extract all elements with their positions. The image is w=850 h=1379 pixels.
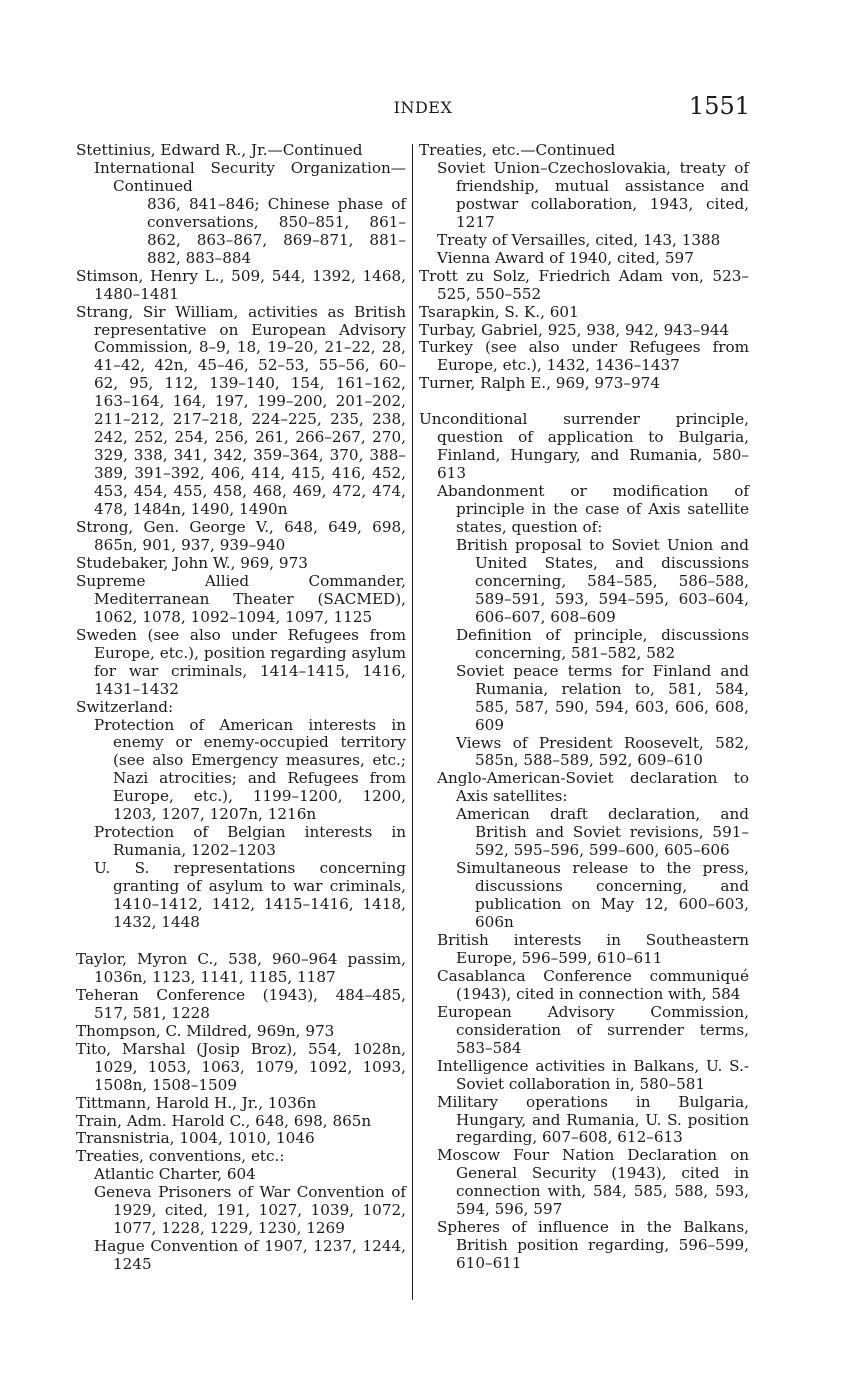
index-subentry: Soviet Union–Czechoslovakia, treaty of friendship, mutual assistance and postwar collaboration, 1943, cited, 1217 — [437, 158, 749, 231]
section-gap — [76, 932, 406, 951]
column-divider — [412, 144, 413, 1300]
index-subentry: Hague Convention of 1907, 1237, 1244, 1245 — [94, 1237, 406, 1274]
index-subentry: Intelligence activities in Balkans, U. S.-Soviet collaboration in, 580–581 — [437, 1056, 749, 1093]
index-entry: Strong, Gen. George V., 648, 649, 698, 865n, 901, 937, 939–940 — [76, 518, 406, 554]
index-entry: Thompson, C. Mildred, 969n, 973 — [76, 1021, 335, 1040]
index-entry: Strang, Sir William, activities as British representative on European Advisory Commission, 8–9, 18, 19–20, 21–22, 28, 41–42, 42n, 45–46, 52–53, 55–56, 60–62, 95, 112, 139–140, 154, 161–162, 163–164, 164, 197, 199–200, 201–202, 211–212, 217–218, 224–225, 235, 238, 242, 252, 254, 256, 261, 266–267, 270, 329, 338, 341, 342, 359–364, 370, 388–389, 391–392, 406, 414, 415, 416, 452, 453, 454, 455, 458, 468, 469, 472, 474, 478, 1484n, 1490, 1490n — [76, 302, 406, 519]
index-entry: Sweden (see also under Refugees from Europe, etc.), position regarding asylum for war criminals, 1414–1415, 1416, 1431–1432 — [76, 625, 406, 698]
index-entry: Transnistria, 1004, 1010, 1046 — [76, 1129, 315, 1148]
index-entry: Taylor, Myron C., 538, 960–964 passim, 1036n, 1123, 1141, 1185, 1187 — [76, 949, 406, 986]
index-subentry: Soviet peace terms for Finland and Rumania, relation to, 581, 584, 585, 587, 590, 594, 603, 606, 608, 609 — [456, 661, 749, 734]
index-subentry: Views of President Roosevelt, 582, 585n, 588–589, 592, 609–610 — [456, 733, 749, 770]
section-gap — [419, 393, 749, 411]
index-subentry: Military operations in Bulgaria, Hungary, and Rumania, U. S. position regarding, 607–608, 612–613 — [437, 1092, 749, 1147]
index-subentry: Simultaneous release to the press, discussions concerning, and publication on May 12, 600–603, 606n — [456, 859, 749, 932]
index-entry: Tito, Marshal (Josip Broz), 554, 1028n, 1029, 1053, 1063, 1079, 1092, 1093, 1508n, 1508–1509 — [76, 1039, 406, 1094]
index-subentry: British interests in Southeastern Europe, 596–599, 610–611 — [437, 930, 749, 967]
index-entry: Turkey (see also under Refugees from Europe, etc.), 1432, 1436–1437 — [419, 338, 749, 375]
index-subentry: Anglo-American-Soviet declaration to Axis satellites: — [437, 769, 749, 806]
index-entry: Trott zu Solz, Friedrich Adam von, 523–525, 550–552 — [419, 266, 749, 303]
index-subentry: Treaty of Versailles, cited, 143, 1388 — [437, 230, 721, 249]
index-subentry: Protection of American interests in enemy or enemy-occupied territory (see also Emergency measures, etc.; Nazi atrocities; and Refugees from Europe, etc.), 1199–1200, 1200, 1203, 1207, 1207n, 1216n — [94, 715, 406, 824]
index-entry: Switzerland: — [76, 697, 174, 716]
index-entry: Stettinius, Edward R., Jr.—Continued — [76, 141, 363, 159]
index-subentry: U. S. representations concerning granting of asylum to war criminals, 1410–1412, 1412, 1415–1416, 1418, 1432, 1448 — [94, 859, 406, 931]
index-entry: Tsarapkin, S. K., 601 — [419, 302, 579, 321]
index-subentry: Definition of principle, discussions concerning, 581–582, 582 — [456, 625, 749, 662]
running-header-title: INDEX — [393, 98, 453, 117]
index-column-left — [76, 142, 406, 1274]
index-subentry: Geneva Prisoners of War Convention of 1929, cited, 191, 1027, 1039, 1072, 1077, 1228, 1229, 1230, 1269 — [94, 1183, 406, 1238]
index-entry: Stimson, Henry L., 509, 544, 1392, 1468, 1480–1481 — [76, 266, 406, 303]
index-subentry: Casablanca Conference communiqué (1943), cited in connection with, 584 — [437, 966, 749, 1003]
index-entry: Treaties, etc.—Continued — [419, 141, 616, 159]
index-subentry: British proposal to Soviet Union and United States, and discussions concerning, 584–585, 586–588, 589–591, 593, 594–595, 603–604, 606–607, 608–609 — [456, 536, 749, 626]
index-entry: Supreme Allied Commander, Mediterranean Theater (SACMED), 1062, 1078, 1092–1094, 1097, 1125 — [76, 571, 406, 626]
index-entry: Unconditional surrender principle, question of application to Bulgaria, Finland, Hungary, and Rumania, 580–613 — [419, 410, 749, 483]
index-subentry: 836, 841–846; Chinese phase of conversations, 850–851, 861–862, 863–867, 869–871, 881–882, 883–884 — [147, 194, 406, 267]
index-subentry: Moscow Four Nation Declaration on General Security (1943), cited in connection with, 584, 585, 588, 593, 594, 596, 597 — [437, 1146, 749, 1219]
index-entry: Train, Adm. Harold C., 648, 698, 865n — [76, 1111, 372, 1130]
index-entry: Teheran Conference (1943), 484–485, 517, 581, 1228 — [76, 985, 406, 1022]
index-subentry: Atlantic Charter, 604 — [94, 1165, 256, 1184]
index-subentry: International Security Organization—Continued — [94, 158, 406, 195]
index-entry: Studebaker, John W., 969, 973 — [76, 553, 308, 572]
index-entry: Tittmann, Harold H., Jr., 1036n — [76, 1093, 317, 1112]
index-subentry: Abandonment or modification of principle in the case of Axis satellite states, question of: — [437, 482, 749, 537]
page-number: 1551 — [688, 92, 750, 120]
index-column-right — [419, 142, 749, 1273]
index-entry: Turner, Ralph E., 969, 973–974 — [419, 374, 660, 393]
index-subentry: American draft declaration, and British and Soviet revisions, 591–592, 595–596, 599–600, 605–606 — [456, 805, 749, 860]
index-subentry: Protection of Belgian interests in Rumania, 1202–1203 — [94, 823, 406, 860]
index-entry: Turbay, Gabriel, 925, 938, 942, 943–944 — [419, 320, 730, 339]
index-entry: Treaties, conventions, etc.: — [76, 1147, 285, 1166]
index-subentry: Vienna Award of 1940, cited, 597 — [437, 248, 694, 267]
index-subentry: European Advisory Commission, consideration of surrender terms, 583–584 — [437, 1002, 749, 1057]
index-subentry: Spheres of influence in the Balkans, British position regarding, 596–599, 610–611 — [437, 1218, 749, 1273]
